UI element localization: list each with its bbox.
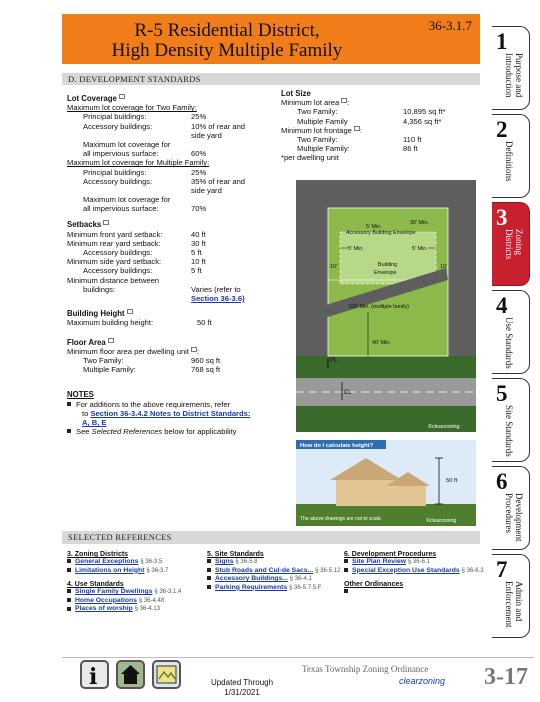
- setback-row: [67, 230, 282, 239]
- floor-area-value: 768 sq ft: [191, 365, 221, 375]
- tab-number: 1: [496, 29, 508, 54]
- property-line-label: PL: [330, 358, 338, 364]
- multi-family-coverage-row: [67, 195, 282, 204]
- multi-family-coverage-row: [67, 186, 282, 195]
- setback-diagram: [296, 180, 476, 432]
- selected-references-bar: SELECTED REFERENCES: [62, 531, 480, 544]
- tab-label: Purpose and Introduction: [504, 53, 524, 98]
- height-figure-watermark: ©clearzoning: [426, 518, 457, 524]
- notes-a-b-e-link[interactable]: A, B, E: [82, 417, 107, 427]
- info-icon[interactable]: [80, 660, 109, 689]
- lot-frontage-row: [281, 135, 486, 144]
- height-figure-caption: The above drawings are not to scale.: [300, 516, 382, 522]
- reference-link[interactable]: Stub Roads and Cul-de Sacs...: [215, 566, 314, 574]
- reference-section: § 36-4.13: [134, 606, 161, 613]
- diagram-label-envelope: Envelope: [374, 270, 397, 276]
- setbacks-rows: [67, 230, 282, 294]
- tab-label: Site Standards: [504, 405, 514, 457]
- diagram-label-5min-top: 5' Min.: [366, 224, 382, 230]
- lot-frontage-label: Multiple Family:: [297, 144, 350, 154]
- tab-number: 7: [496, 557, 508, 582]
- multi-family-coverage-row: [67, 177, 282, 186]
- reference-section: § 36-5.12: [315, 567, 341, 574]
- lot-area-rows: [281, 107, 486, 125]
- bullet-icon: [344, 589, 348, 593]
- reference-item[interactable]: [207, 584, 347, 593]
- two-family-coverage-value: side yard: [191, 130, 222, 140]
- setback-value: 10 ft: [191, 257, 206, 267]
- info-icon[interactable]: [354, 126, 360, 131]
- svg-text:i: i: [89, 664, 98, 687]
- multi-family-coverage-label: Maximum lot coverage for: [83, 195, 171, 205]
- reference-group-heading[interactable]: 4. Use Standards: [67, 581, 124, 589]
- setback-label: Minimum side yard setback:: [67, 257, 162, 267]
- bullet-icon: [67, 402, 71, 406]
- setback-row: [67, 257, 282, 266]
- reference-section: § 36-6.3: [461, 567, 484, 574]
- setback-value: 40 ft: [191, 229, 206, 239]
- two-family-coverage-label: Principal buildings:: [83, 112, 147, 122]
- references-column-1: [67, 551, 207, 614]
- reference-group-heading[interactable]: 3. Zoning Districts: [67, 551, 129, 558]
- ordinance-name: Texas Township Zoning Ordinance: [302, 664, 429, 674]
- height-figure-title[interactable]: How do I calculate height?: [300, 443, 374, 449]
- reference-section: § 36-3.7: [146, 567, 169, 574]
- tab-number: 5: [496, 381, 508, 406]
- two-family-coverage-value: 10% of rear and: [191, 121, 246, 131]
- left-column: [67, 94, 282, 436]
- diagram-label-accessory-envelope: Accessory Building Envelope: [346, 230, 416, 236]
- references-column-3: [344, 551, 484, 597]
- reference-link[interactable]: Special Exception Use Standards: [352, 566, 460, 574]
- tab-label: Admin and Enforcement: [504, 581, 524, 628]
- floor-area-label: Two Family:: [83, 355, 124, 365]
- two-family-coverage-row: [67, 140, 282, 149]
- reference-section: § 36-5.8: [235, 559, 258, 565]
- lot-frontage-label: Two Family:: [297, 134, 338, 144]
- diagram-watermark: ©clearzoning: [428, 424, 460, 430]
- setback-row: [67, 276, 282, 285]
- floor-area-heading[interactable]: Floor Area: [67, 338, 282, 347]
- reference-section: § 36-5.7.5.F: [289, 584, 322, 591]
- multi-family-coverage-row: [67, 204, 282, 213]
- page-title-line1: R-5 Residential District,: [134, 20, 320, 41]
- footer-divider: [62, 657, 534, 658]
- lot-size-heading: Lot Size: [281, 89, 311, 98]
- height-figure-svg: [296, 440, 476, 526]
- building-height-value: 50 ft: [197, 318, 212, 328]
- multi-family-coverage-value: side yard: [191, 185, 222, 195]
- reference-item[interactable]: [207, 558, 347, 567]
- setback-label: Minimum distance between: [67, 275, 160, 285]
- tab-label: Development Procedures: [504, 493, 524, 542]
- lot-area-value: 10,895 sq ft*: [403, 107, 446, 117]
- two-family-coverage-row: [67, 149, 282, 158]
- bullet-icon: [67, 598, 71, 602]
- reference-item[interactable]: [344, 558, 484, 567]
- multi-family-coverage-value: 25%: [191, 167, 207, 177]
- reference-link[interactable]: Parking Requirements: [215, 583, 288, 591]
- right-column: [281, 89, 486, 163]
- building-height-heading[interactable]: Building Height: [67, 309, 282, 318]
- page-number: 3-17: [484, 664, 528, 690]
- setback-value: Varies (refer to: [191, 284, 241, 294]
- reference-link[interactable]: Single Family Dwellings: [75, 588, 153, 596]
- reference-item[interactable]: [344, 567, 484, 576]
- multi-family-coverage-value: 35% of rear and: [191, 176, 246, 186]
- floor-area-label: Multiple Family:: [83, 365, 136, 375]
- setback-diagram-svg: [296, 180, 476, 432]
- diagram-label-building: Building: [378, 262, 398, 268]
- reference-link[interactable]: Site Plan Review: [352, 558, 407, 565]
- diagram-label-10-right: 10': [440, 264, 448, 270]
- lot-frontage-row: [281, 144, 486, 153]
- reference-group-heading[interactable]: Other Ordinances: [344, 581, 404, 589]
- reference-item[interactable]: [207, 567, 347, 576]
- reference-section: § 36-3.1.4: [154, 589, 182, 596]
- reference-link[interactable]: General Exceptions: [75, 558, 139, 565]
- two-family-coverage-heading: Maximum lot coverage for Two Family:: [67, 103, 197, 113]
- bullet-icon: [207, 568, 211, 572]
- reference-item[interactable]: [207, 575, 347, 584]
- lot-frontage-value: 86 ft: [403, 144, 418, 154]
- bullet-icon: [207, 559, 211, 563]
- reference-item[interactable]: [67, 558, 207, 567]
- info-icon[interactable]: [341, 98, 347, 103]
- two-family-coverage-value: 25%: [191, 112, 207, 122]
- two-family-coverage-row: [67, 122, 282, 131]
- setback-value: 5 ft: [191, 266, 202, 276]
- setback-label: Minimum rear yard setback:: [67, 238, 161, 248]
- section-36-3-6-link[interactable]: Section 36-3.6): [191, 294, 245, 303]
- map-icon[interactable]: [152, 660, 181, 689]
- floor-area-row: [67, 356, 282, 365]
- setback-value: 30 ft: [191, 238, 206, 248]
- bullet-icon: [67, 559, 71, 563]
- setback-label: buildings:: [83, 284, 116, 294]
- tab-number: 4: [496, 293, 508, 318]
- lot-area-row: [281, 117, 486, 126]
- reference-section: § 36-4.48: [138, 597, 165, 604]
- note-item-1: For additions to the above requirements, refer to Section 36-3.4.2 Notes to District Standards: A, B, E: [67, 400, 282, 428]
- bullet-icon: [67, 607, 71, 611]
- bullet-icon: [67, 568, 71, 572]
- reference-link[interactable]: Signs: [215, 558, 234, 565]
- lot-coverage-heading[interactable]: Lot Coverage: [67, 94, 282, 103]
- height-value-label: 50 ft: [446, 478, 458, 484]
- multi-family-coverage-label: Principal buildings:: [83, 167, 147, 177]
- two-family-coverage-label: Accessory buildings:: [83, 121, 153, 131]
- reference-section: § 36-3.5: [140, 559, 163, 565]
- reference-item[interactable]: [67, 567, 207, 576]
- setback-row: [67, 285, 282, 294]
- info-icon[interactable]: [127, 309, 133, 314]
- two-family-coverage-label: all impervious surface:: [83, 149, 159, 159]
- multi-family-coverage-label: Accessory buildings:: [83, 176, 153, 186]
- two-family-coverage-label: Maximum lot coverage for: [83, 139, 171, 149]
- two-family-coverage-value: 60%: [191, 149, 207, 159]
- reference-item[interactable]: [67, 588, 207, 597]
- lot-area-row: [281, 107, 486, 116]
- multi-family-coverage-value: 70%: [191, 204, 207, 214]
- section-code: 36-3.1.7: [428, 18, 472, 33]
- lot-area-label: Minimum lot area :: [281, 98, 350, 108]
- info-icon[interactable]: [191, 347, 197, 352]
- reference-group-heading[interactable]: 5. Site Standards: [207, 551, 264, 558]
- tab-number: 2: [496, 117, 508, 142]
- section-36-3-4-2-link[interactable]: Section 36-3.4.2 Notes to District Standards:: [90, 408, 251, 418]
- brand-name: clearzoning: [399, 676, 446, 686]
- home-icon[interactable]: [116, 660, 145, 689]
- reference-link[interactable]: Accessory Buildings...: [215, 575, 288, 583]
- multi-family-coverage-label: [67, 186, 83, 195]
- tab-label: Use Standards: [504, 317, 514, 369]
- tab-definitions[interactable]: [492, 114, 530, 198]
- diagram-label-30min: 30' Min.: [410, 220, 429, 226]
- tab-label: Definitions: [504, 141, 514, 182]
- tab-zoning-districts[interactable]: [492, 202, 530, 286]
- tab-site-standards[interactable]: [492, 378, 530, 462]
- tab-use-standards[interactable]: [492, 290, 530, 374]
- lot-frontage-value: 110 ft: [403, 134, 422, 144]
- reference-section: § 36-6.1: [407, 559, 430, 565]
- two-family-coverage-row: [67, 131, 282, 140]
- references-column-2: [207, 551, 347, 592]
- reference-link[interactable]: Limitations on Height: [75, 566, 145, 574]
- setback-label: Minimum front yard setback:: [67, 229, 163, 239]
- note-item-2: See Selected References below for applicability: [67, 427, 282, 436]
- lot-area-label: Multiple Family: [297, 116, 348, 126]
- two-family-coverage-row: [67, 112, 282, 121]
- info-icon[interactable]: [103, 220, 109, 225]
- floor-area-rows: [67, 356, 282, 374]
- diagram-label-5min-right: 5' Min.: [412, 246, 428, 252]
- floor-area-value: 960 sq ft: [191, 355, 221, 365]
- bullet-icon: [344, 559, 348, 563]
- bullet-icon: [67, 589, 71, 593]
- setback-row: [67, 248, 282, 257]
- building-height-row: [67, 318, 282, 327]
- tab-purpose-and-introduction[interactable]: [492, 26, 530, 110]
- setback-row: [67, 266, 282, 275]
- notes-heading: NOTES: [67, 390, 94, 400]
- tab-number: 3: [496, 205, 508, 230]
- tab-number: 6: [496, 469, 508, 494]
- reference-section: § 36-4.1: [289, 576, 312, 583]
- development-standards-bar: D. DEVELOPMENT STANDARDS: [62, 73, 480, 85]
- setback-label: Accessory buildings:: [83, 248, 153, 258]
- tab-label: Zoning Districts: [504, 229, 524, 260]
- lot-area-value: 4,356 sq ft*: [403, 116, 442, 126]
- diagram-label-100min: 100' Min. (multiple family): [348, 304, 409, 310]
- multi-family-coverage-rows: [67, 168, 282, 214]
- floor-area-intro: Minimum floor area per dwelling unit :: [67, 346, 200, 356]
- bullet-icon: [67, 429, 71, 433]
- diagram-label-10-left: 10': [330, 264, 338, 270]
- multi-family-coverage-row: [67, 168, 282, 177]
- bullet-icon: [207, 585, 211, 589]
- reference-item[interactable]: [67, 605, 207, 614]
- center-line-label: CL: [344, 390, 352, 396]
- lot-size-footnote: *per dwelling unit: [281, 153, 339, 163]
- lot-frontage-rows: [281, 135, 486, 153]
- setbacks-heading[interactable]: Setbacks: [67, 220, 282, 229]
- tab-development-procedures[interactable]: [492, 466, 530, 550]
- multi-family-coverage-heading: Maximum lot coverage for Multiple Family:: [67, 158, 210, 168]
- reference-item[interactable]: [344, 588, 484, 597]
- diagram-label-5min-left: 5' Min.: [348, 246, 364, 252]
- info-icon[interactable]: [119, 94, 125, 99]
- tab-admin-and-enforcement[interactable]: [492, 554, 530, 638]
- setback-row: [67, 239, 282, 248]
- diagram-label-40min: 40' Min.: [372, 340, 391, 346]
- setback-value: 5 ft: [191, 248, 202, 258]
- height-figure: [296, 440, 476, 526]
- bullet-icon: [207, 576, 211, 580]
- setback-label: Accessory buildings:: [83, 266, 153, 276]
- info-icon[interactable]: [108, 338, 114, 343]
- updated-through: Updated Through 1/31/2021: [210, 678, 274, 697]
- lot-area-label: Two Family:: [297, 107, 338, 117]
- lot-frontage-label: Minimum lot frontage :: [281, 125, 363, 135]
- two-family-coverage-label: [67, 131, 83, 140]
- reference-link[interactable]: Places of worship: [75, 605, 133, 613]
- reference-item[interactable]: [67, 597, 207, 606]
- reference-link[interactable]: Home Occupations: [75, 596, 137, 604]
- page-header: [62, 14, 480, 64]
- floor-area-row: [67, 365, 282, 374]
- page-title-line2: High Density Multiple Family: [111, 40, 343, 61]
- two-family-coverage-rows: [67, 112, 282, 158]
- reference-group-heading[interactable]: 6. Development Procedures: [344, 551, 437, 558]
- bullet-icon: [344, 568, 348, 572]
- multi-family-coverage-label: all impervious surface:: [83, 204, 159, 214]
- building-height-label: Maximum building height:: [67, 318, 154, 328]
